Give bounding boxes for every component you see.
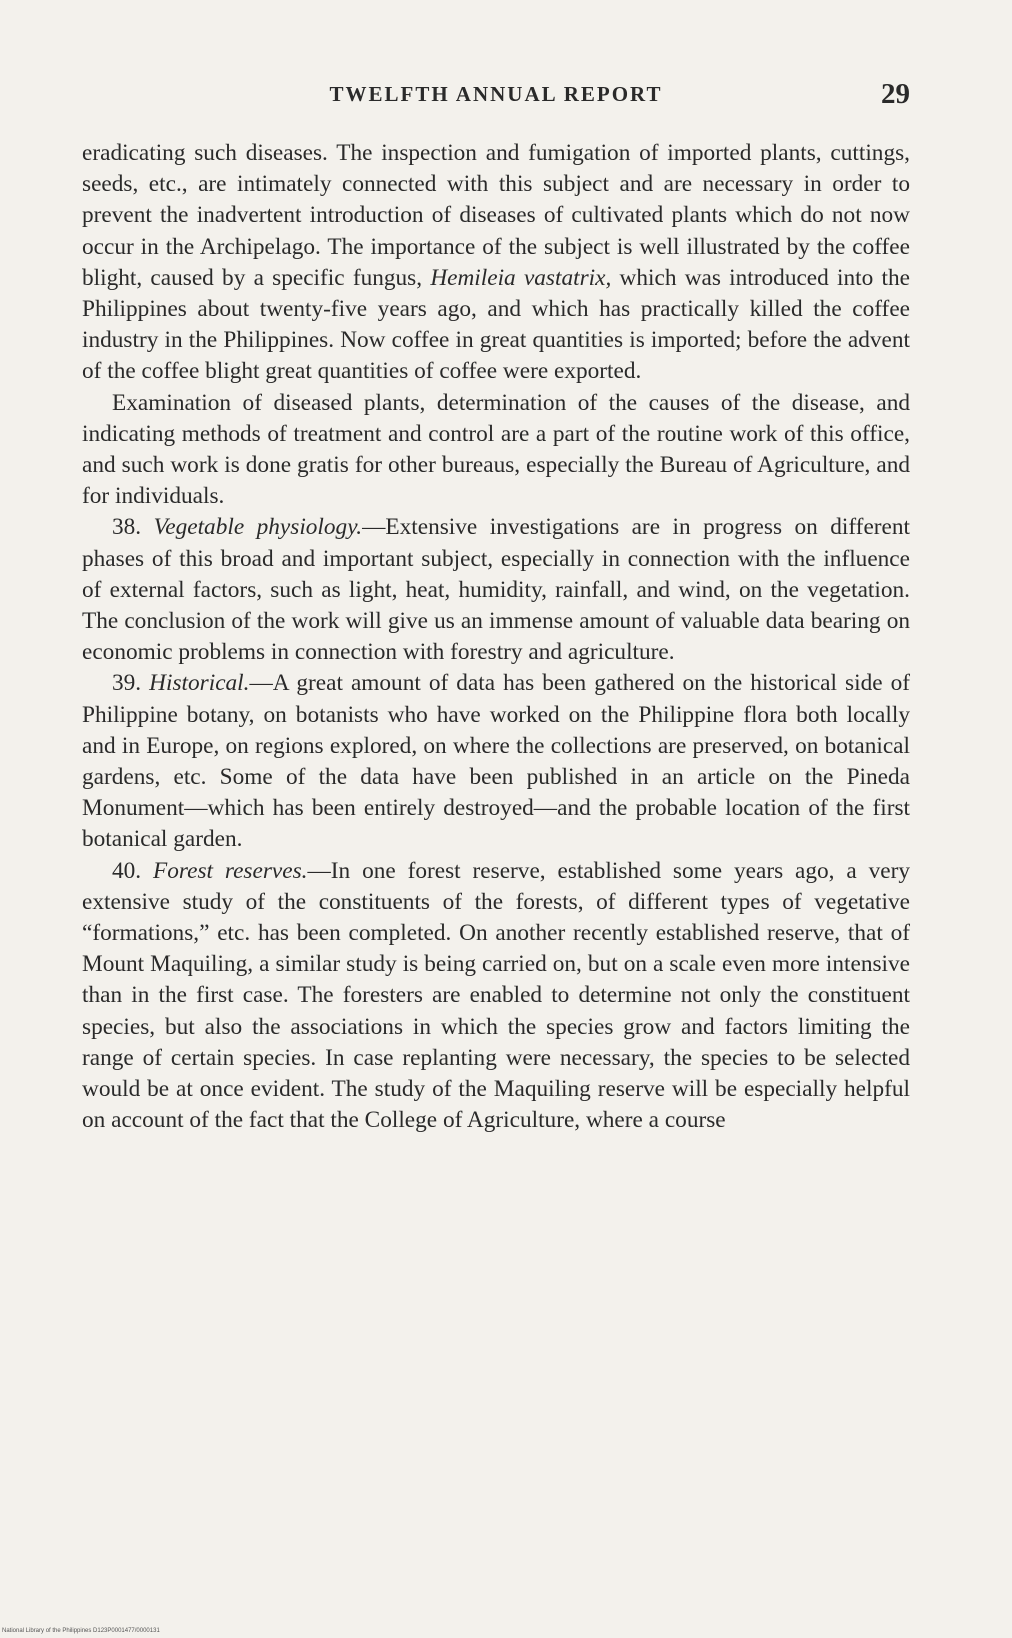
running-title: TWELFTH ANNUAL REPORT [329, 82, 663, 106]
section-title: Forest reserves. [153, 857, 308, 884]
species-name: Hemileia vastatrix, [430, 264, 612, 291]
body-text [82, 138, 910, 1137]
section-number: 39. [112, 670, 142, 697]
paragraph-coffee-blight [82, 138, 910, 388]
paragraph-39-historical [82, 668, 910, 855]
scan-footer-note: National Library of the Philippines D123P0001477/0000131 [2, 1628, 160, 1634]
section-title: Historical. [149, 670, 250, 697]
paragraph-text: —In one forest reserve, established some years ago, a very extensive study of the constituents of the forests, of different types of vegetative “formations,” etc. has been completed. On another recently established reserve, that of Mount Maquiling, a similar study is being carried on, but on a scale even more intensive than in the first case. The foresters are enabled to determine not only the constituent species, but also the associations in which the species grow and factors limiting the range of certain species. In case replanting were necessary, the species to be selected would be at once evident. The study of the Maquiling reserve will be especially helpful on account of the fact that the College of Agriculture, where a course [82, 857, 911, 1134]
section-number: 40. [112, 857, 142, 884]
page-number: 29 [881, 78, 910, 110]
paragraph-examination [82, 388, 910, 513]
page-header [82, 78, 910, 118]
paragraph-text-tail: which was introduced into the Philippines about twenty-five years ago, and which has practically killed the coffee industry in the Philippines. Now coffee in great quantities is imported; before the advent of the coffee blight great quantities of coffee were exported. [82, 264, 910, 385]
paragraph-40-forest-reserves [82, 856, 910, 1137]
section-number: 38. [112, 514, 142, 541]
paragraph-text: —A great amount of data has been gathered on the historical side of Philippine botany, on botanists who have worked on the Philippine flora both locally and in Europe, on regions explored, on where the collections are preserved, on botanical gardens, etc. Some of the data have been published in an article on the Pineda Monument—which has been entirely destroyed—and the probable location of the first botanical garden. [82, 670, 910, 853]
paragraph-text: Examination of diseased plants, determination of the causes of the disease, and indicating methods of treatment and control are a part of the routine work of this office, and such work is done gratis for other bureaus, especially the Bureau of Agriculture, and for individuals. [82, 389, 910, 510]
paragraph-text: eradicating such diseases. The inspection and fumigation of imported plants, cuttings, seeds, etc., are intimately connected with this subject and are necessary in order to prevent the inadvertent introduction of diseases of cultivated plants which do not now occur in the Archipelago. The importance of the subject is well illustrated by the coffee blight, caused by a specific fungus, [82, 140, 910, 291]
paragraph-text: —Extensive investigations are in progress on different phases of this broad and important subject, especially in connection with the influence of external factors, such as light, heat, humidity, rainfall, and wind, on the vegetation. The conclusion of the work will give us an immense amount of valuable data bearing on economic problems in connection with forestry and agriculture. [82, 514, 910, 666]
paragraph-38-vegetable-physiology [82, 512, 910, 668]
section-title: Vegetable physiology. [153, 514, 363, 541]
